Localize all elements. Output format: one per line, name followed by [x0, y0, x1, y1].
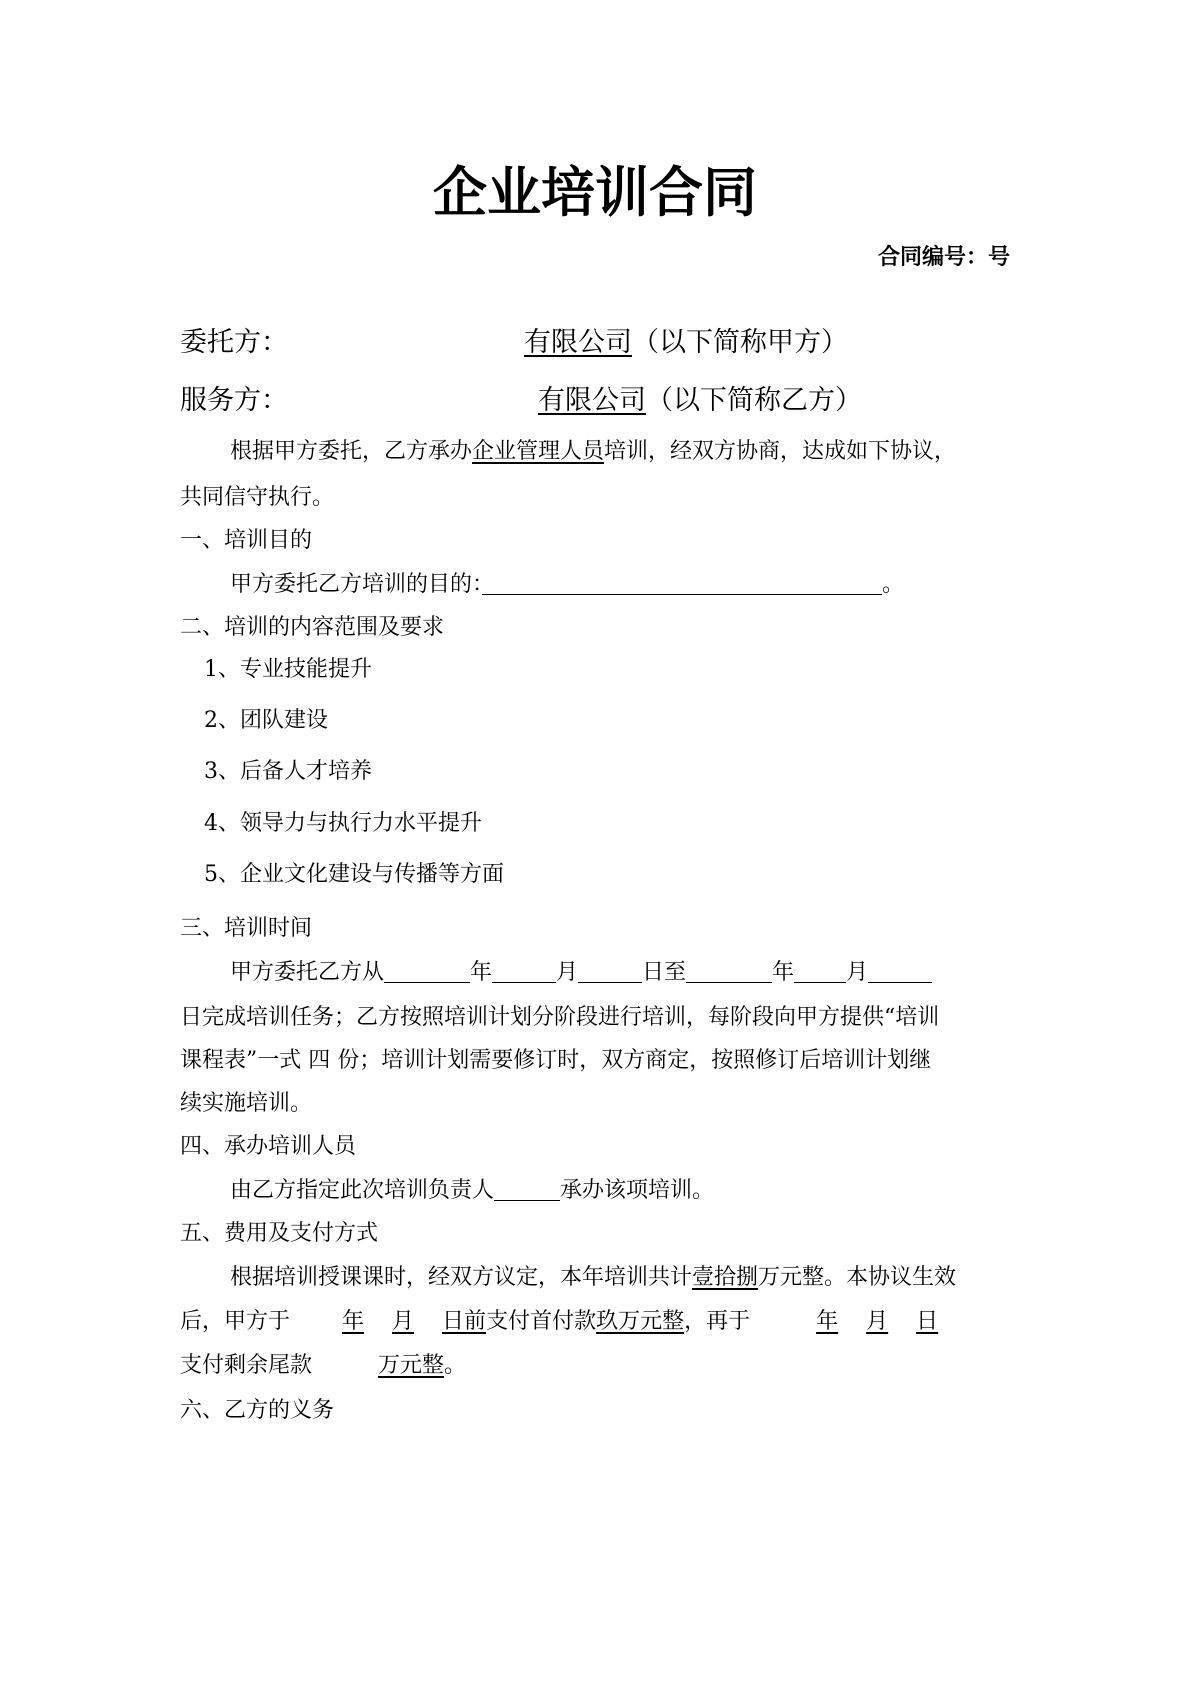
section-3-line-1: 甲方委托乙方从 年 月 日至 年 月 [230, 955, 932, 986]
list-item: 3、后备人才培养 [204, 759, 372, 784]
section-3-line-3: 课程表”一式 四 份；培训计划需要修订时，双方商定，按照修订后培训计划继 [180, 1048, 932, 1073]
provider-label: 服务方： [180, 385, 288, 416]
provider-company: 有限公司 [538, 385, 646, 416]
client-alias: （以下简称甲方） [632, 327, 848, 358]
section-5-line-1: 根据培训授课课时，经双方议定，本年培训共计壹拾捌万元整。本协议生效 [230, 1265, 957, 1290]
section-1-heading: 一、培训目的 [180, 528, 313, 553]
list-item: 4、领导力与执行力水平提升 [204, 811, 482, 836]
intro-line-2: 共同信守执行。 [180, 485, 335, 510]
section-5-line-3: 支付剩余尾款 万元整。 [180, 1353, 467, 1378]
section-5-line-2: 后，甲方于 年 月 日前支付首付款玖万元整，再于 年 月 日 [180, 1309, 939, 1334]
contract-number: 合同编号：号 [877, 245, 1010, 270]
list-item: 1、专业技能提升 [204, 657, 372, 682]
section-3-line-2: 日完成培训任务；乙方按照培训计划分阶段进行培训，每阶段向甲方提供“培训 [180, 1005, 940, 1030]
list-item: 5、企业文化建设与传播等方面 [204, 862, 504, 887]
client-company: 有限公司 [524, 327, 632, 358]
client-label: 委托方： [180, 327, 288, 358]
section-2-heading: 二、培训的内容范围及要求 [180, 615, 445, 640]
list-item: 2、团队建设 [204, 708, 328, 733]
total-amount: 壹拾捌 [692, 1265, 759, 1290]
first-payment-amount: 玖万元整 [596, 1309, 685, 1334]
training-target: 企业管理人员 [472, 439, 605, 464]
client-party [180, 320, 848, 359]
provider-party [180, 378, 862, 417]
intro-line-1: 根据甲方委托，乙方承办企业管理人员培训，经双方协商，达成如下协议， [230, 439, 957, 464]
first-payment-date: 年 月 日前 [342, 1309, 487, 1334]
section-3-line-4: 续实施培训。 [180, 1091, 313, 1116]
section-4-heading: 四、承办培训人员 [180, 1134, 357, 1159]
section-5-heading: 五、费用及支付方式 [180, 1221, 379, 1246]
provider-alias: （以下简称乙方） [646, 385, 862, 416]
document-title: 企业培训合同 [433, 161, 757, 224]
section-1-text: 甲方委托乙方培训的目的： 。 [230, 567, 904, 598]
section-3-heading: 三、培训时间 [180, 916, 313, 941]
section-6-heading: 六、乙方的义务 [180, 1398, 335, 1423]
section-4-text: 由乙方指定此次培训负责人 承办该项培训。 [230, 1173, 714, 1204]
final-payment-amount: 万元整 [378, 1353, 445, 1378]
final-payment-date: 年 月 日 [816, 1309, 939, 1334]
